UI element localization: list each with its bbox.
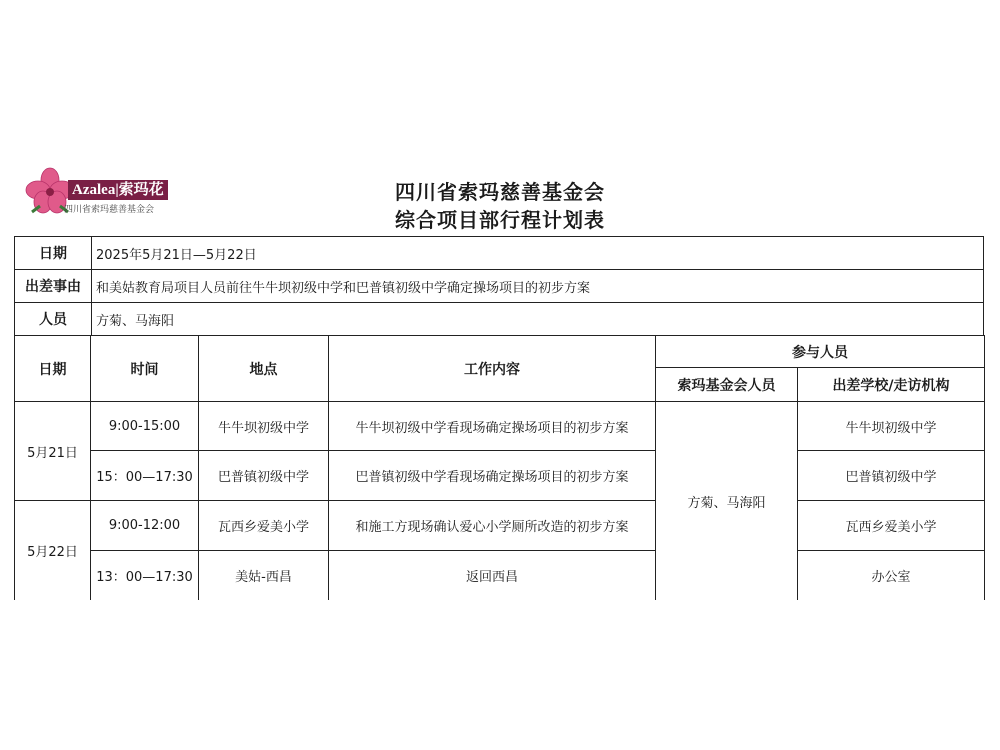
table-row — [15, 402, 985, 451]
row-work: 巴普镇初级中学看现场确定操场项目的初步方案 — [329, 451, 656, 501]
row-place: 瓦西乡爱美小学 — [199, 501, 329, 551]
people-label: 人员 — [15, 303, 92, 336]
row-time: 13：00—17:30 — [91, 551, 199, 601]
row-place: 牛牛坝初级中学 — [199, 402, 329, 451]
col-time: 时间 — [91, 336, 199, 402]
table-row — [15, 451, 985, 501]
schedule-table — [14, 335, 985, 601]
row-school: 瓦西乡爱美小学 — [798, 501, 985, 551]
purpose-value: 和美姑教育局项目人员前往牛牛坝初级中学和巴普镇初级中学确定操场项目的初步方案 — [92, 270, 984, 303]
row-time: 9:00-12:00 — [91, 501, 199, 551]
row-place: 美姑-西昌 — [199, 551, 329, 601]
row-school: 巴普镇初级中学 — [798, 451, 985, 501]
purpose-label: 出差事由 — [15, 270, 92, 303]
day-date: 5月21日 — [15, 402, 91, 501]
row-work: 和施工方现场确认爱心小学厕所改造的初步方案 — [329, 501, 656, 551]
col-work: 工作内容 — [329, 336, 656, 402]
logo-subtitle: 四川省索玛慈善基金会 — [64, 205, 155, 215]
col-place: 地点 — [199, 336, 329, 402]
table-row — [15, 501, 985, 551]
row-school: 牛牛坝初级中学 — [798, 402, 985, 451]
row-place: 巴普镇初级中学 — [199, 451, 329, 501]
logo-brand-text: Azalea|索玛花 — [68, 180, 168, 200]
page-crop-edge — [0, 600, 1000, 750]
row-work: 返回西昌 — [329, 551, 656, 601]
row-work: 牛牛坝初级中学看现场确定操场项目的初步方案 — [329, 402, 656, 451]
col-date: 日期 — [15, 336, 91, 402]
foundation-staff-names: 方菊、马海阳 — [656, 402, 798, 601]
date-value: 2025年5月21日—5月22日 — [92, 237, 984, 270]
info-row-people — [15, 303, 984, 336]
table-row — [15, 551, 985, 601]
page-title: 四川省索玛慈善基金会 — [395, 180, 605, 204]
row-time: 9:00-15:00 — [91, 402, 199, 451]
col-participants: 参与人员 — [656, 336, 985, 368]
day-date: 5月22日 — [15, 501, 91, 601]
info-row-date — [15, 237, 984, 270]
date-label: 日期 — [15, 237, 92, 270]
info-row-purpose — [15, 270, 984, 303]
page-subtitle: 综合项目部行程计划表 — [395, 208, 605, 232]
row-school: 办公室 — [798, 551, 985, 601]
col-foundation-staff: 索玛基金会人员 — [656, 368, 798, 402]
row-time: 15：00—17:30 — [91, 451, 199, 501]
col-school: 出差学校/走访机构 — [798, 368, 985, 402]
people-value: 方菊、马海阳 — [92, 303, 984, 336]
schedule-header-row — [15, 336, 985, 368]
trip-info-table — [14, 236, 984, 336]
